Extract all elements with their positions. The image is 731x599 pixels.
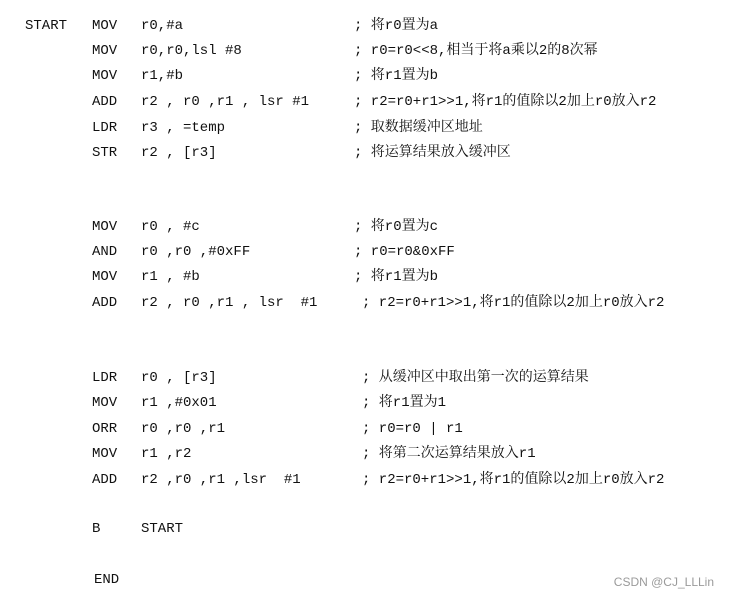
- code-opcode: B: [92, 521, 101, 537]
- code-comment: ; r0=r0 | r1: [362, 421, 463, 437]
- code-opcode: MOV: [92, 269, 118, 285]
- code-opcode: END: [94, 572, 120, 588]
- code-operands: START: [141, 521, 184, 537]
- code-opcode: LDR: [92, 370, 118, 386]
- code-opcode: ADD: [92, 295, 118, 311]
- code-operands: r2 , [r3]: [141, 145, 217, 161]
- code-operands: r2 , r0 ,r1 , lsr #1: [141, 94, 310, 110]
- code-operands: r1 ,r2: [141, 446, 192, 462]
- code-comment: ; 将r0置为c: [354, 219, 439, 235]
- code-opcode: MOV: [92, 219, 118, 235]
- code-line: [0, 66, 731, 88]
- code-comment: ; 将r1置为b: [354, 68, 439, 84]
- code-comment: ; 将运算结果放入缓冲区: [354, 145, 511, 161]
- code-line: [0, 92, 731, 114]
- code-operands: r0 , #c: [141, 219, 200, 235]
- code-line: [0, 444, 731, 466]
- code-operands: r2 ,r0 ,r1 ,lsr #1: [141, 472, 301, 488]
- code-line: [0, 419, 731, 441]
- code-operands: r1 ,#0x01: [141, 395, 217, 411]
- code-line: [0, 267, 731, 289]
- code-operands: r0 ,r0 ,#0xFF: [141, 244, 251, 260]
- code-line: [0, 393, 731, 415]
- code-operands: r0,#a: [141, 18, 184, 34]
- code-comment: ; r0=r0&0xFF: [354, 244, 455, 260]
- code-comment: ; 将r1置为b: [354, 269, 439, 285]
- code-line: [0, 519, 731, 541]
- code-comment: ; 取数据缓冲区地址: [354, 120, 483, 136]
- code-opcode: STR: [92, 145, 118, 161]
- code-comment: ; r2=r0+r1>>1,将r1的值除以2加上r0放入r2: [362, 295, 665, 311]
- code-opcode: ADD: [92, 94, 118, 110]
- code-line: [0, 293, 731, 315]
- code-comment: ; 将第二次运算结果放入r1: [362, 446, 536, 462]
- code-line: [0, 242, 731, 264]
- code-opcode: AND: [92, 244, 118, 260]
- code-opcode: MOV: [92, 43, 118, 59]
- code-operands: r1 , #b: [141, 269, 200, 285]
- code-line: [0, 118, 731, 140]
- code-line: [0, 470, 731, 492]
- code-line: [0, 143, 731, 165]
- code-line: [0, 217, 731, 239]
- code-opcode: MOV: [92, 18, 118, 34]
- code-operands: r0,r0,lsl #8: [141, 43, 242, 59]
- code-opcode: ADD: [92, 472, 118, 488]
- code-line: [0, 368, 731, 390]
- code-comment: ; 将r1置为1: [362, 395, 447, 411]
- code-operands: r0 ,r0 ,r1: [141, 421, 226, 437]
- code-opcode: MOV: [92, 446, 118, 462]
- code-label: START: [25, 18, 68, 34]
- code-operands: r2 , r0 ,r1 , lsr #1: [141, 295, 318, 311]
- code-line: [0, 41, 731, 63]
- code-comment: ; 将r0置为a: [354, 18, 439, 34]
- code-opcode: ORR: [92, 421, 118, 437]
- code-comment: ; r2=r0+r1>>1,将r1的值除以2加上r0放入r2: [354, 94, 657, 110]
- code-comment: ; r2=r0+r1>>1,将r1的值除以2加上r0放入r2: [362, 472, 665, 488]
- code-line: [0, 16, 731, 38]
- code-opcode: MOV: [92, 68, 118, 84]
- code-comment: ; r0=r0<<8,相当于将a乘以2的8次幂: [354, 43, 598, 59]
- watermark: CSDN @CJ_LLLin: [613, 575, 714, 589]
- code-comment: ; 从缓冲区中取出第一次的运算结果: [362, 370, 589, 386]
- code-opcode: MOV: [92, 395, 118, 411]
- code-operands: r0 , [r3]: [141, 370, 217, 386]
- code-opcode: LDR: [92, 120, 118, 136]
- code-operands: r3 , =temp: [141, 120, 226, 136]
- code-operands: r1,#b: [141, 68, 184, 84]
